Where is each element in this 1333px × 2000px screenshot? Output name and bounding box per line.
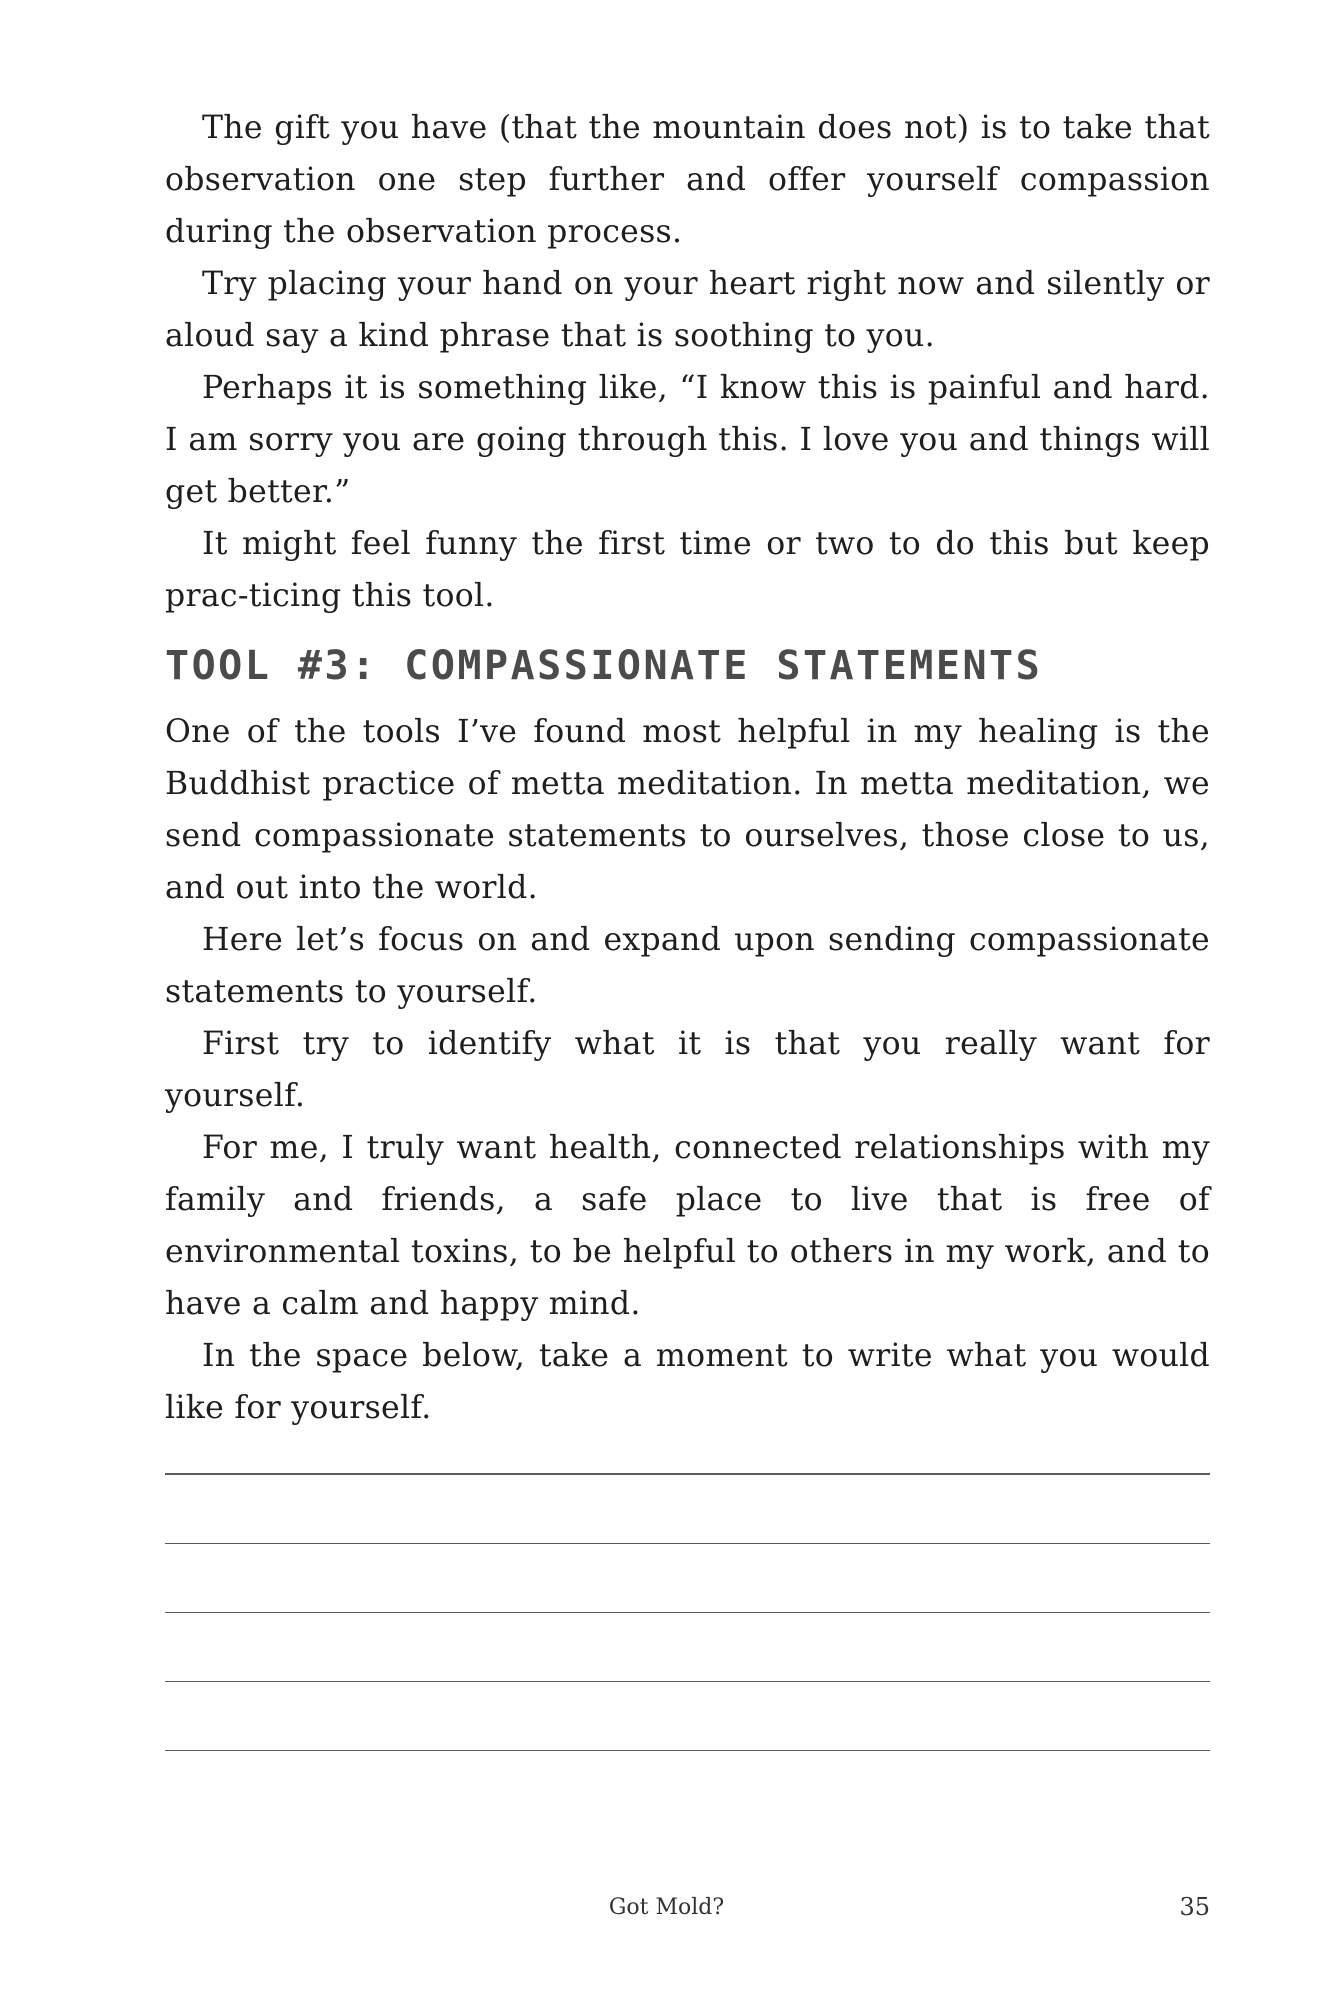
paragraph: First try to identify what it is that you really want for yourself. bbox=[165, 1026, 1210, 1114]
paragraph: One of the tools I’ve found most helpful in my healing is the Buddhist practice of metta meditation. In metta meditation, we send compassionate statements to ourselves, those close to us, and out into the world. bbox=[165, 714, 1210, 906]
paragraph: Here let’s focus on and expand upon sending compassionate statements to yourself. bbox=[165, 922, 1210, 1010]
page-body bbox=[165, 102, 1210, 1434]
writing-line[interactable] bbox=[165, 1613, 1210, 1682]
paragraph: It might feel funny the first time or two to do this but keep prac-ticing this tool. bbox=[165, 526, 1210, 614]
page-number: 35 bbox=[1179, 1893, 1210, 1921]
running-footer-title: Got Mold? bbox=[608, 1895, 725, 1920]
paragraph: The gift you have (that the mountain does not) is to take that observation one step further and offer yourself compassion during the observation process. bbox=[165, 110, 1210, 250]
paragraph: Try placing your hand on your heart right now and silently or aloud say a kind phrase that is soothing to you. bbox=[165, 266, 1210, 354]
paragraph: In the space below, take a moment to write what you would like for yourself. bbox=[165, 1338, 1210, 1426]
paragraph: For me, I truly want health, connected relationships with my family and friends, a safe place to live that is free of environmental toxins, to be helpful to others in my work, and to have a calm and happy mind. bbox=[165, 1130, 1210, 1322]
writing-line[interactable] bbox=[165, 1682, 1210, 1751]
writing-line[interactable] bbox=[165, 1544, 1210, 1613]
section-heading: TOOL #3: COMPASSIONATE STATEMENTS bbox=[165, 643, 1043, 689]
writing-line[interactable] bbox=[165, 1475, 1210, 1544]
writing-lines bbox=[165, 1473, 1210, 1751]
paragraph: Perhaps it is something like, “I know this is painful and hard. I am sorry you are going through this. I love you and things will get better.” bbox=[165, 370, 1210, 510]
